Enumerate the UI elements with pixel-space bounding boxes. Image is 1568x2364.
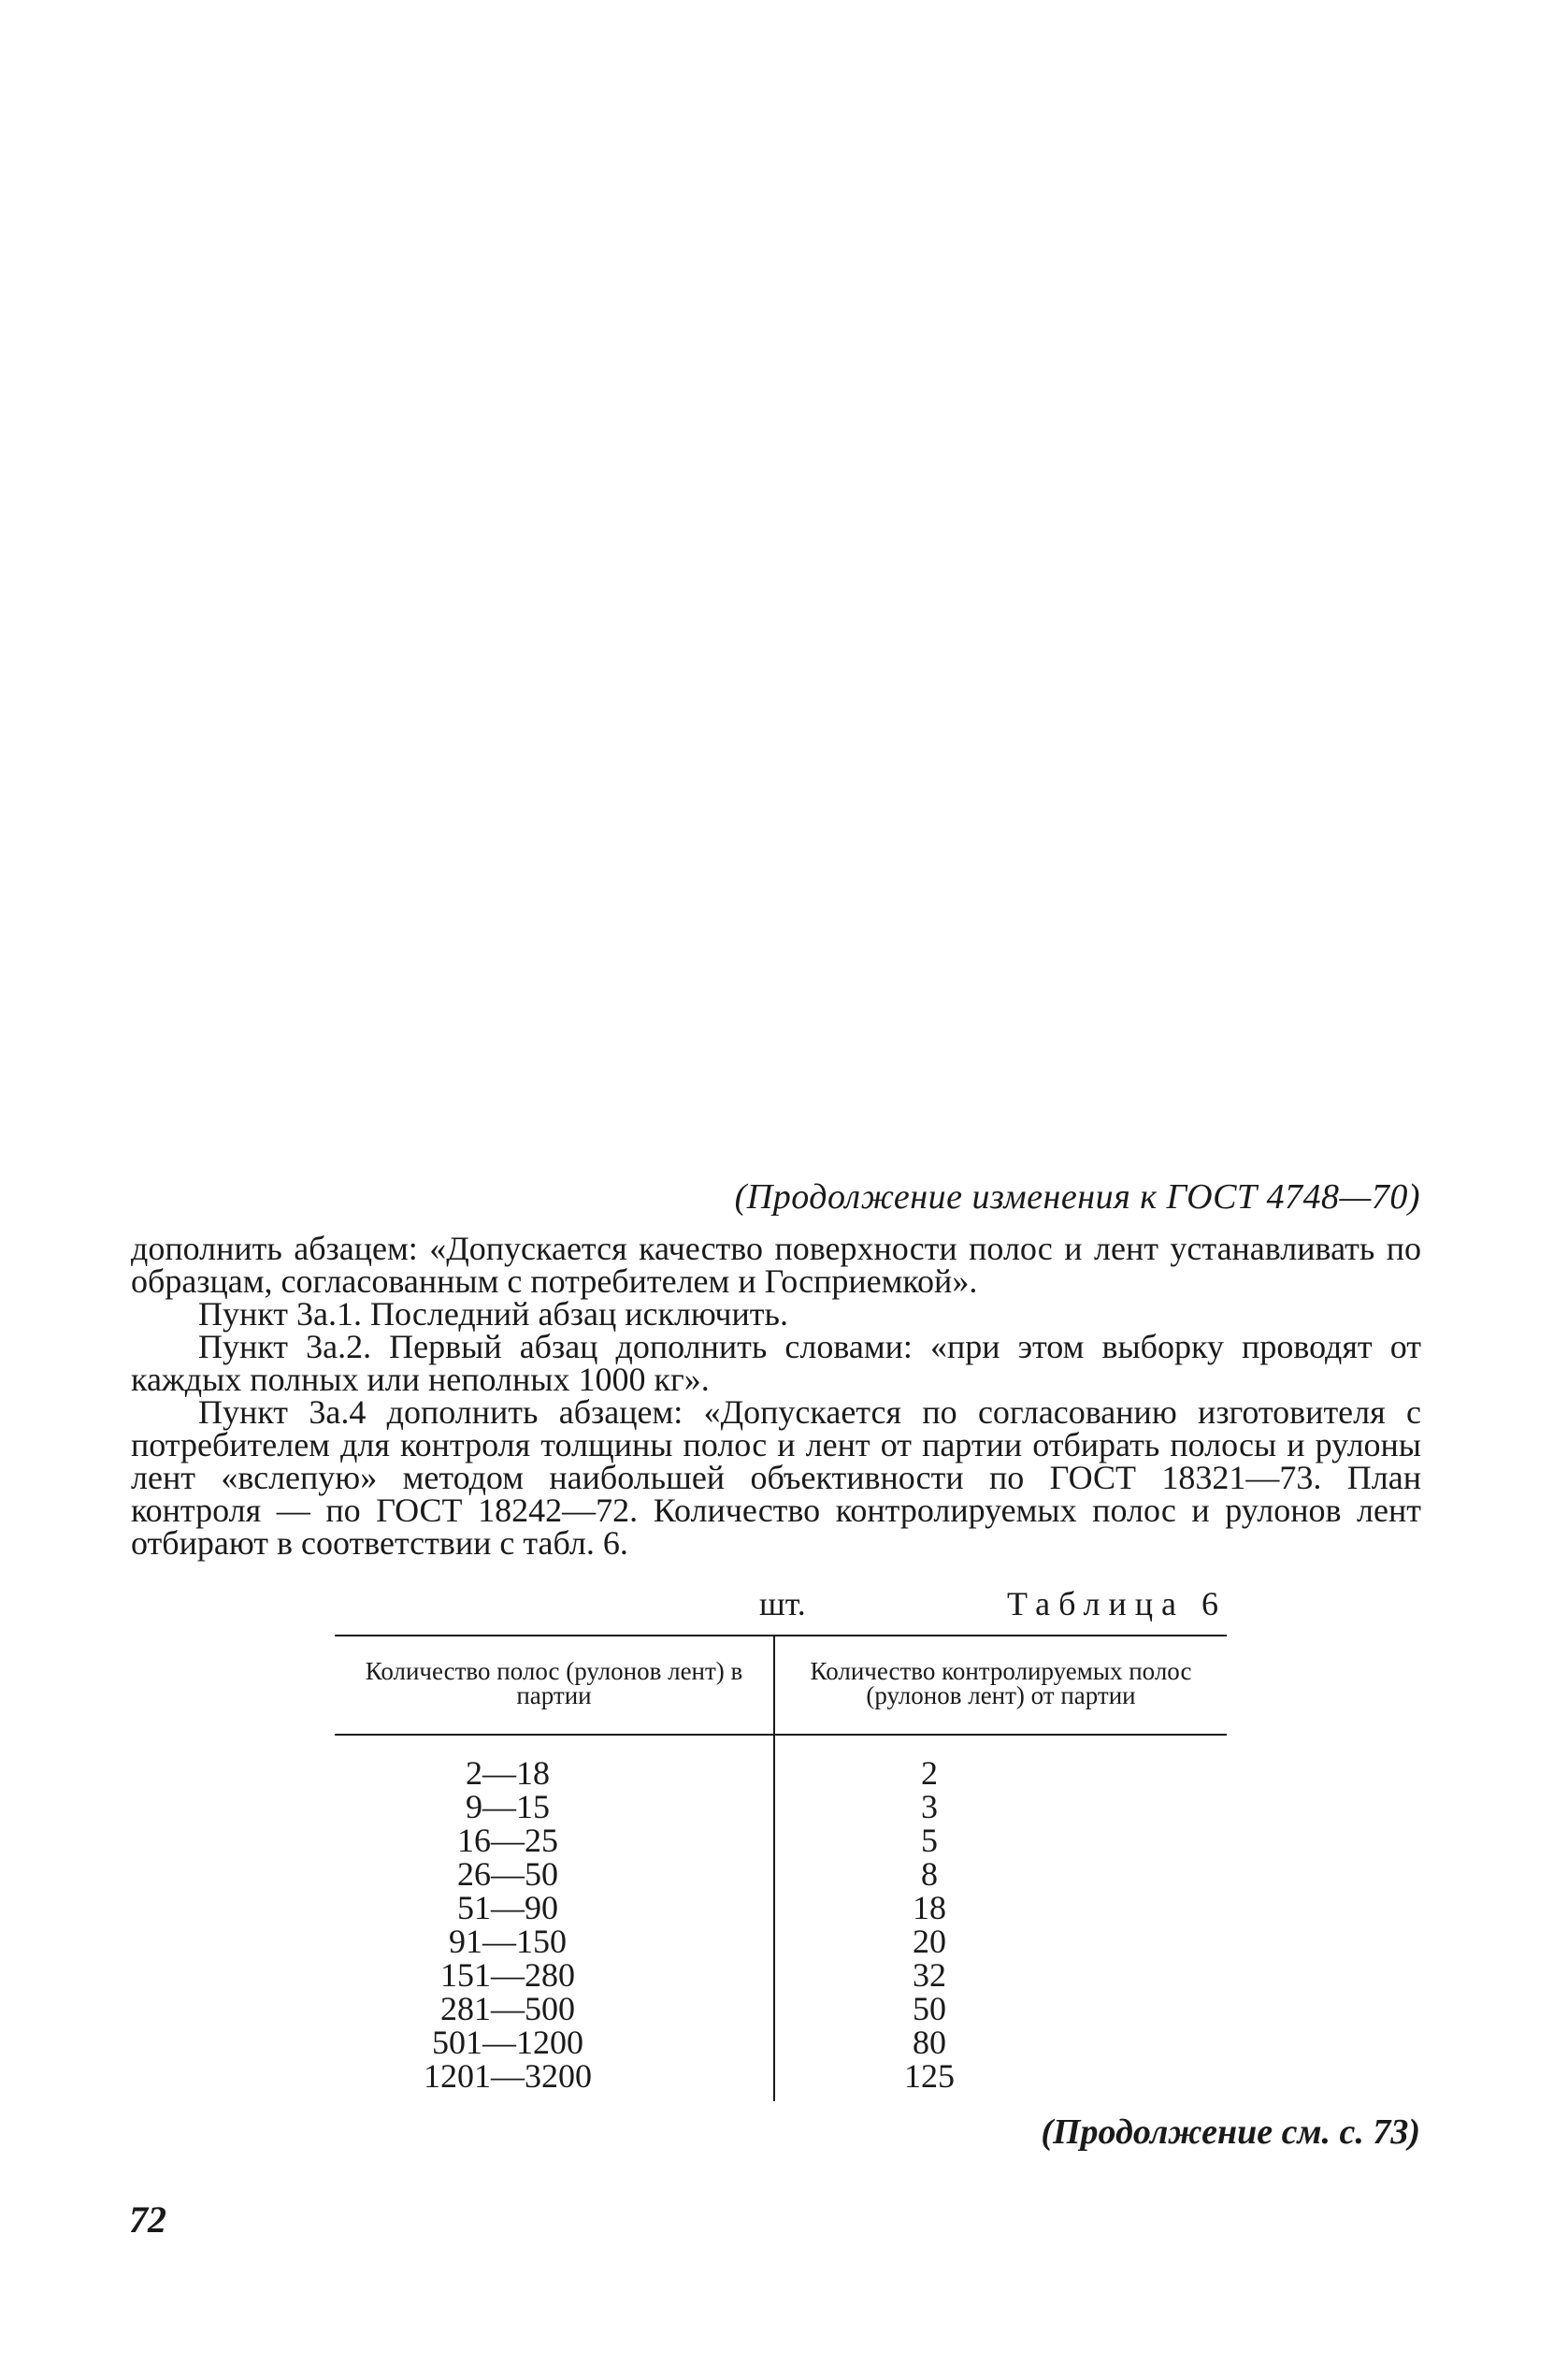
lot-size-cell: 91—150 [449,1923,567,1960]
table-row [335,1958,1227,1992]
table-row [335,1924,1227,1958]
table-row [335,2025,1227,2059]
table-header-lots: Количество полос (рулонов лент) в партии [365,1657,743,1709]
sample-count-cell: 8 [921,1855,938,1893]
paragraph: Пункт 3а.1. Последний абзац исключить. [198,1295,788,1333]
sample-count-cell: 2 [921,1754,938,1792]
sample-count-cell: 18 [913,1889,946,1926]
sample-count-cell: 50 [913,1990,946,2027]
paragraph: Пункт 3а.2. Первый абзац дополнить словами: «при этом выборку проводят от каждых полных или неполных 1000 кг». [131,1328,1421,1398]
table-row [335,1857,1227,1891]
lot-size-cell: 51—90 [457,1889,558,1926]
table-title: Таблица 6 [1007,1585,1227,1622]
table-row [335,1891,1227,1924]
table-row [335,1756,1227,1790]
lot-size-cell: 9—15 [466,1788,550,1825]
table-row [335,1790,1227,1823]
paragraph: Пункт 3а.4 дополнить абзацем: «Допускается по согласованию изготовителя с потребителем для контроля толщины полос и лент от партии отбирать полосы и рулоны лент «вслепую» методом наибольшей объективности по ГОСТ 18321—73. План контроля — по ГОСТ 18242—72. Количество контролируемых полос и рулонов лент отбирают в соответствии с табл. 6. [131,1393,1421,1562]
table-row [335,1992,1227,2025]
table-header-rule [335,1734,1227,1736]
table-row [335,2059,1227,2093]
lot-size-cell: 26—50 [457,1855,558,1893]
body-text [131,1232,1421,1560]
lot-size-cell: 2—18 [466,1754,550,1792]
page-number: 72 [129,2198,166,2241]
paragraph: дополнить абзацем: «Допускается качество поверхности полос и лент устанавливать по образцам, согласованным с потребителем и Госприемкой». [131,1230,1421,1300]
table-header-controlled: Количество контролируемых полос (рулонов лент) от партии [810,1657,1192,1709]
lot-size-cell: 1201—3200 [424,2057,592,2095]
sample-count-cell: 125 [904,2057,955,2095]
table-top-rule [335,1635,1227,1636]
table-row [335,1823,1227,1857]
lot-size-cell: 281—500 [440,1990,575,2027]
sample-count-cell: 5 [921,1822,938,1859]
lot-size-cell: 16—25 [457,1822,558,1859]
lot-size-cell: 151—280 [440,1956,575,1994]
sample-count-cell: 32 [913,1956,946,1994]
sample-count-cell: 3 [921,1788,938,1825]
lot-size-cell: 501—1200 [432,2024,583,2061]
sample-count-cell: 20 [913,1923,946,1960]
continuation-footer: (Продолжение см. с. 73) [1041,2112,1420,2152]
continuation-header: (Продолжение изменения к ГОСТ 4748—70) [734,1177,1420,1217]
sample-count-cell: 80 [913,2024,946,2061]
table-units: шт. [759,1585,806,1622]
table-body [335,1756,1227,2093]
